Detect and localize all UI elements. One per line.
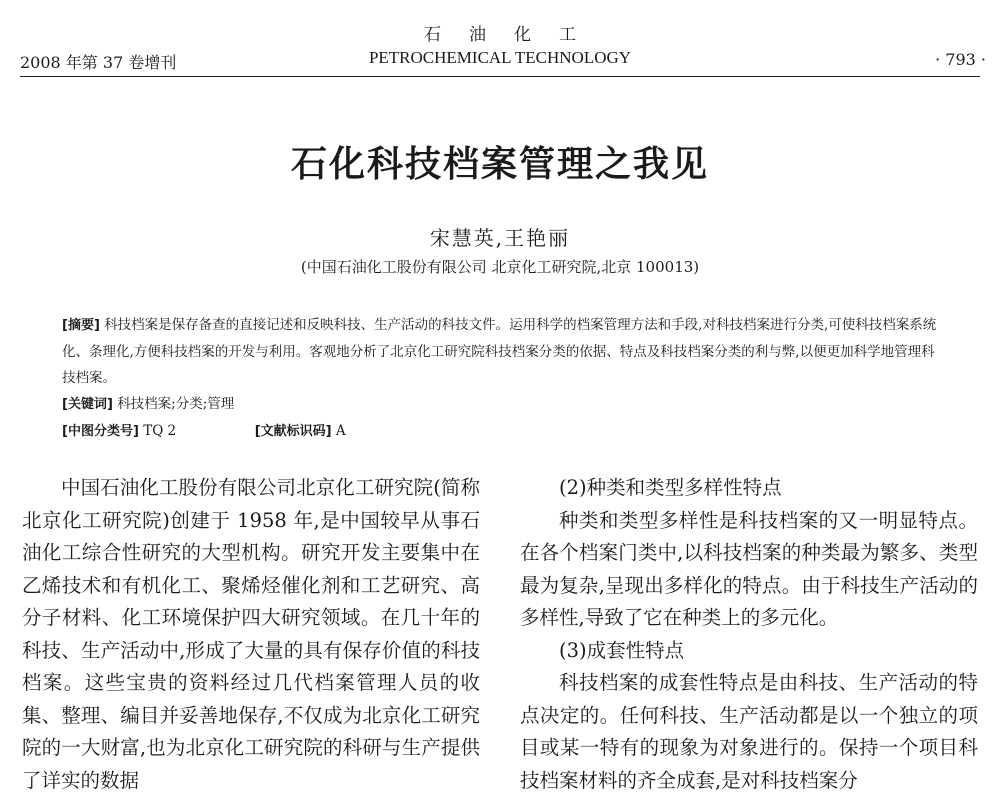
- header-rule: [20, 76, 980, 77]
- abstract-text: 科技档案是保存备查的直接记述和反映科技、生产活动的科技文件。运用科学的档案管理方法和手段,对科技档案进行分类,可使科技档案系统化、条理化,方便科技档案的开发与利用。客观地分析了北京化工研究院科技档案分类的依据、特点及科技档案分类的利与弊,以便更加科学地管理科技档案。: [62, 317, 937, 386]
- keywords-label: [关键词]: [62, 397, 113, 412]
- body-paragraph: 科技档案的成套性特点是由科技、生产活动的特点决定的。任何科技、生产活动都是以一个独立的项目或某一特有的现象为对象进行的。保持一个项目科技档案材料的齐全成套,是对科技档案分: [520, 671, 978, 792]
- body-left-column: [22, 472, 480, 797]
- keywords: [62, 391, 942, 418]
- paper-title: 石化科技档案管理之我见: [290, 144, 709, 185]
- abstract: [62, 312, 942, 391]
- doc-code-value: A: [335, 423, 346, 439]
- section-heading: (3)成套性特点: [559, 638, 685, 662]
- abstract-label: [摘要]: [62, 318, 100, 333]
- body-right-column: [520, 472, 978, 797]
- section-heading: (2)种类和类型多样性特点: [559, 476, 782, 499]
- classification: [62, 418, 942, 445]
- body-paragraph: 种类和类型多样性是科技档案的又一明显特点。在各个档案门类中,以科技档案的种类最为繁多、类型最为复杂,呈现出多样化的特点。由于科技生产活动的多样性,导致了它在种类上的多元化。: [520, 508, 978, 629]
- authors: 宋慧英,王艳丽: [429, 226, 571, 250]
- issue-info: 2008 年第 37 卷增刊: [20, 53, 177, 72]
- affiliation: (中国石油化工股份有限公司 北京化工研究院,北京 100013): [300, 258, 700, 276]
- journal-name-en: PETROCHEMICAL TECHNOLOGY: [368, 48, 632, 67]
- doc-code-label: [文献标识码]: [254, 424, 332, 439]
- clc-label: [中图分类号]: [62, 424, 139, 439]
- body-paragraph: 中国石油化工股份有限公司北京化工研究院(简称北京化工研究院)创建于 1958 年,是中国较早从事石油化工综合性研究的大型机构。研究开发主要集中在乙烯技术和有机化工、聚烯烃催化剂和工艺研究、高分子材料、化工环境保护四大研究领域。在几十年的科技、生产活动中,形成了大量的具有保存价值的科技档案。这些宝贵的资料经过几代档案管理人员的收集、整理、编目并妥善地保存,不仅成为北京化工研究院的一大财富,也为北京化工研究院的科研与生产提供了详实的数据: [22, 476, 480, 792]
- journal-name-cn: 石油化工: [424, 25, 604, 45]
- clc-value: TQ 2: [143, 423, 177, 439]
- page-number: · 793 ·: [935, 50, 986, 69]
- keywords-text: 科技档案;分类;管理: [117, 396, 235, 412]
